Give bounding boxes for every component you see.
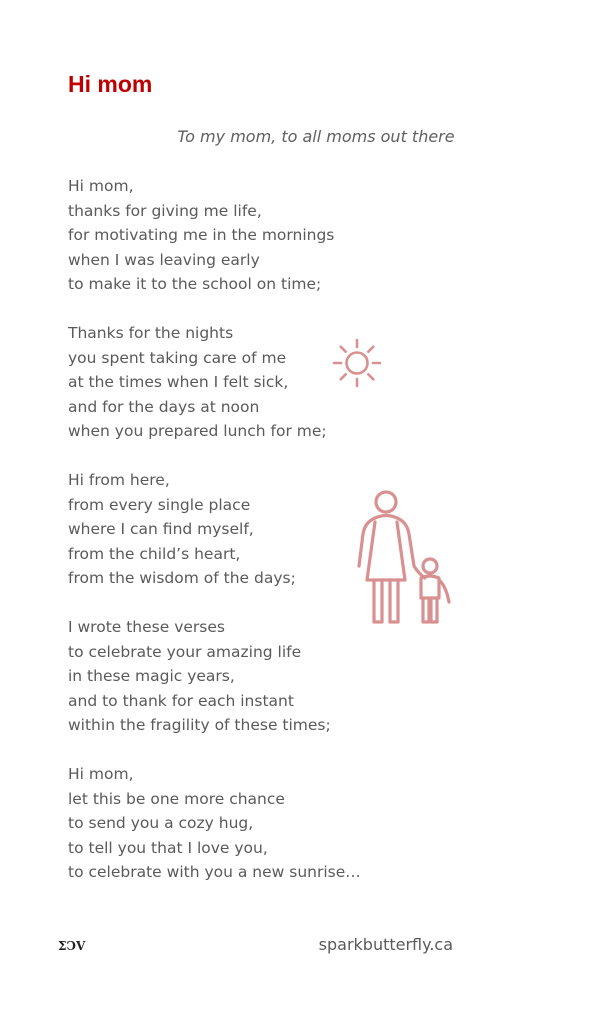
footer-website: sparkbutterfly.ca xyxy=(318,935,453,954)
poem-line: from the child’s heart, xyxy=(68,544,241,563)
poem-line: when I was leaving early xyxy=(68,250,260,269)
poem-line: to send you a cozy hug, xyxy=(68,814,254,832)
poem-line: let this be one more chance xyxy=(68,789,285,808)
sun-icon xyxy=(331,337,383,389)
poem-line: I wrote these verses xyxy=(68,618,225,636)
footer-logo: ΣϽV xyxy=(58,939,86,953)
mother-child-icon xyxy=(356,488,454,626)
poem-line: Hi from here, xyxy=(68,471,170,489)
poem-line: and to thank for each instant xyxy=(68,691,294,710)
poem-line: to make it to the school on time; xyxy=(68,275,322,293)
poem-line: Hi mom, xyxy=(68,177,134,195)
poem-line: and for the days at noon xyxy=(68,397,260,416)
poem-line: Hi mom, xyxy=(68,765,134,783)
poem-line: in these magic years, xyxy=(68,667,235,685)
stanza-5 xyxy=(68,762,398,885)
poem-line: for motivating me in the mornings xyxy=(68,226,335,244)
dedication: To my mom, to all moms out there xyxy=(177,127,455,146)
stanza-4 xyxy=(68,615,398,738)
poem-line: thanks for giving me life, xyxy=(68,201,262,220)
poem-line: to tell you that I love you, xyxy=(68,838,268,857)
poem-line: to celebrate with you a new sunrise… xyxy=(68,863,361,881)
poem-line: to celebrate your amazing life xyxy=(68,642,302,661)
page-title: Hi mom xyxy=(68,71,153,97)
poem-line: you spent taking care of me xyxy=(68,348,287,367)
poem-line: from every single place xyxy=(68,495,251,514)
poem-line: where I can find myself, xyxy=(68,520,254,538)
poem-line: Thanks for the nights xyxy=(68,324,234,342)
poem xyxy=(68,174,398,909)
poem-line: at the times when I felt sick, xyxy=(68,373,289,391)
stanza-3 xyxy=(68,468,398,591)
poem-line: within the fragility of these times; xyxy=(68,716,331,734)
stanza-1 xyxy=(68,174,398,297)
poem-line: from the wisdom of the days; xyxy=(68,569,296,587)
poem-line: when you prepared lunch for me; xyxy=(68,422,327,440)
